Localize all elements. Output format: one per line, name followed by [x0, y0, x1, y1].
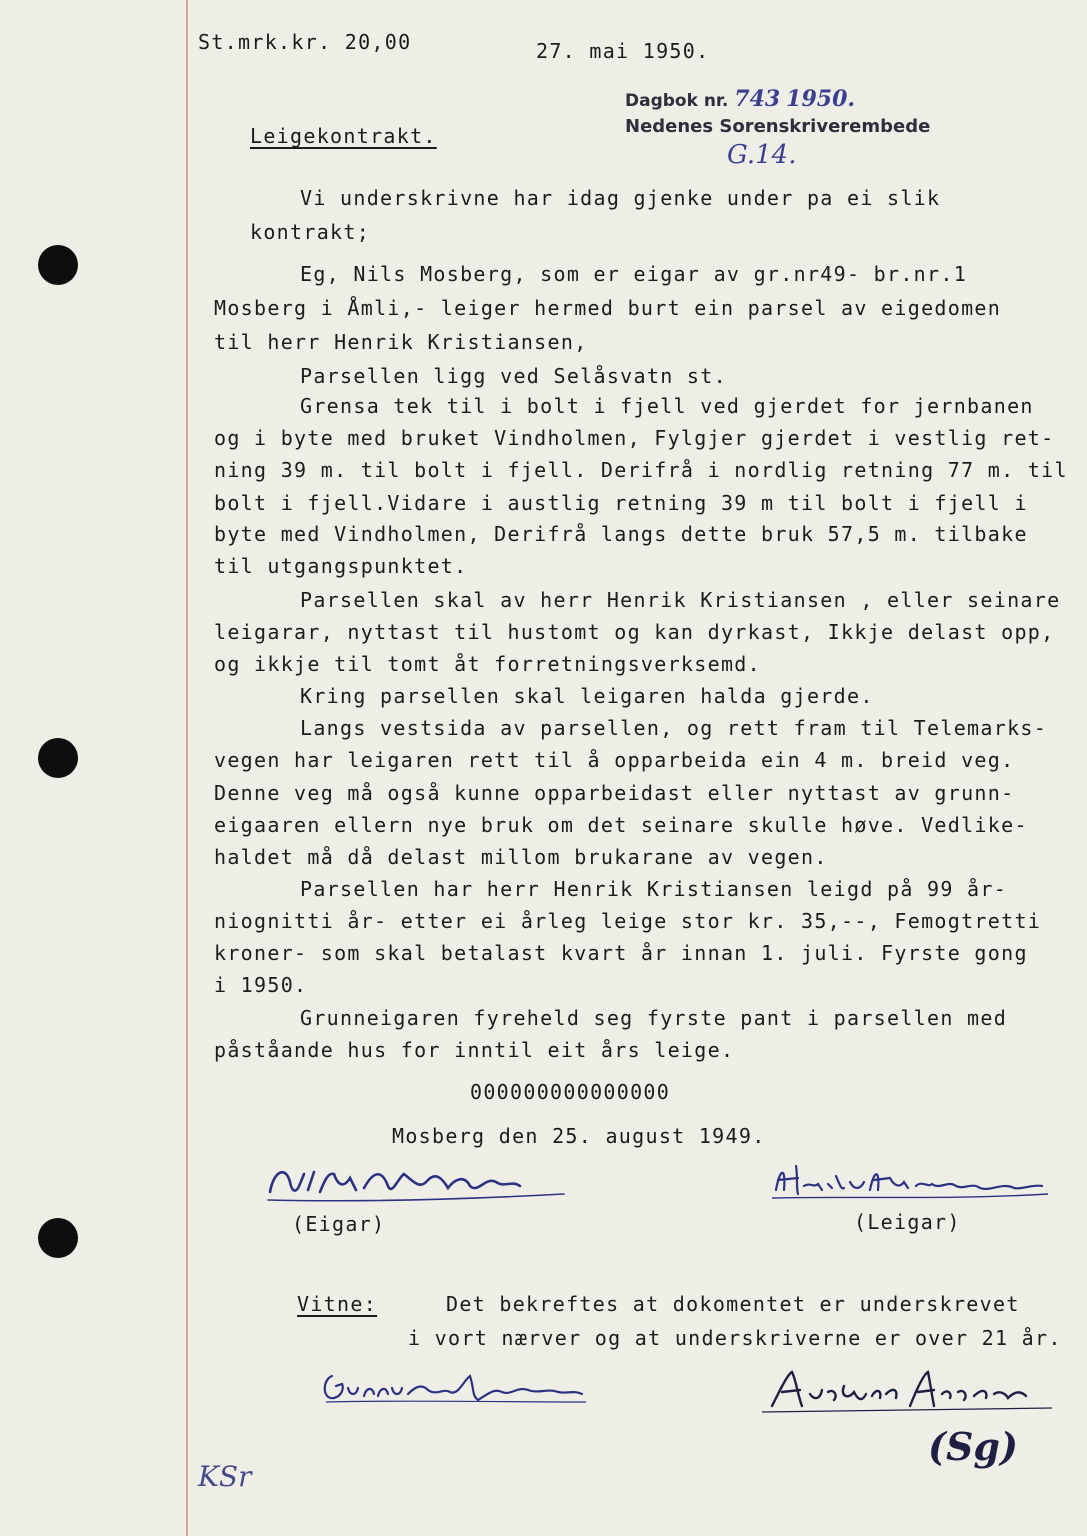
body-line: Mosberg i Åmli,- leiger hermed burt ein parsel av eigedomen — [214, 296, 1002, 320]
witness2-note: (Sg) — [928, 1424, 1018, 1469]
document-title: Leigekontrakt. — [250, 124, 437, 148]
body-line: og i byte med bruket Vindholmen, Fylgjer gjerdet i vestlig ret- — [214, 426, 1055, 450]
body-line: ning 39 m. til bolt i fjell. Derifrå i nordlig retning 77 m. til — [214, 458, 1068, 482]
body-line: Vi underskrivne har idag gjenke under pa ei slik — [300, 186, 941, 210]
body-line: til utgangspunktet. — [214, 554, 468, 578]
registry-stamp — [625, 86, 855, 112]
body-line: Parsellen skal av herr Henrik Kristiansen , eller seinare — [300, 588, 1061, 612]
body-line: Parsellen ligg ved Selåsvatn st. — [300, 364, 727, 388]
body-line: Grensa tek til i bolt i fjell ved gjerdet for jernbanen — [300, 394, 1034, 418]
owner-signature-mark — [264, 1160, 564, 1208]
owner-role: (Eigar) — [292, 1212, 386, 1236]
tenant-signature-mark — [770, 1160, 1050, 1204]
witness1-signature-mark — [318, 1366, 588, 1408]
body-line: og ikkje til tomt åt forretningsverksemd. — [214, 652, 761, 676]
document-date: 27. mai 1950. — [536, 39, 710, 63]
punch-hole-middle — [38, 738, 78, 778]
registry-number: 743 — [734, 86, 781, 112]
body-line: Parsellen har herr Henrik Kristiansen leigd på 99 år- — [300, 877, 1008, 901]
body-line: Kring parsellen skal leigaren halda gjerde. — [300, 684, 874, 708]
body-line: til herr Henrik Kristiansen, — [214, 330, 588, 354]
place-date: Mosberg den 25. august 1949. — [392, 1124, 766, 1148]
witness-line-2: i vort nærver og at underskriverne er over 21 år. — [408, 1326, 1062, 1350]
stamp-fee: St.mrk.kr. 20,00 — [198, 30, 412, 54]
witness-line-1: Det bekreftes at dokomentet er underskrevet — [446, 1292, 1020, 1316]
body-line: Langs vestsida av parsellen, og rett fram til Telemarks- — [300, 716, 1048, 740]
body-line: bolt i fjell.Vidare i austlig retning 39 m til bolt i fjell i — [214, 491, 1028, 515]
punch-hole-top — [38, 245, 78, 285]
registry-annotation: G.14. — [727, 140, 797, 170]
body-line: vegen har leigaren rett til å opparbeida ein 4 m. breid veg. — [214, 748, 1015, 772]
margin-rule — [186, 0, 188, 1536]
body-line: Grunneigaren fyreheld seg fyrste pant i parsellen med — [300, 1006, 1008, 1030]
body-line: byte med Vindholmen, Derifrå langs dette bruk 57,5 m. tilbake — [214, 522, 1028, 546]
punch-hole-bottom — [38, 1218, 78, 1258]
body-line: eigaaren ellern nye bruk om det seinare skulle høve. Vedlike- — [214, 813, 1028, 837]
body-line: haldet må då delast millom brukarane av vegen. — [214, 845, 828, 869]
office-stamp: Nedenes Sorenskriverembede — [625, 116, 931, 137]
separator-line: 000000000000000 — [470, 1080, 671, 1104]
body-line: kontrakt; — [250, 220, 371, 244]
tenant-role: (Leigar) — [854, 1210, 961, 1234]
body-line: Denne veg må også kunne opparbeidast eller nyttast av grunn- — [214, 781, 1015, 805]
initials-note: KSr — [198, 1460, 252, 1493]
witness-label: Vitne: — [297, 1292, 378, 1316]
registry-year: 1950. — [786, 86, 856, 112]
body-line: Eg, Nils Mosberg, som er eigar av gr.nr49- br.nr.1 — [300, 262, 968, 286]
body-line: i 1950. — [214, 973, 308, 997]
body-line: leigarar, nyttast til hustomt og kan dyrkast, Ikkje delast opp, — [214, 620, 1055, 644]
body-line: niognitti år- etter ei årleg leige stor kr. 35,--, Femogtretti — [214, 909, 1042, 933]
registry-label: Dagbok nr. — [625, 91, 729, 111]
body-line: kroner- som skal betalast kvart år innan 1. juli. Fyrste gong — [214, 941, 1028, 965]
witness2-signature-mark — [762, 1366, 1052, 1414]
body-line: påståande hus for inntil eit års leige. — [214, 1038, 735, 1062]
